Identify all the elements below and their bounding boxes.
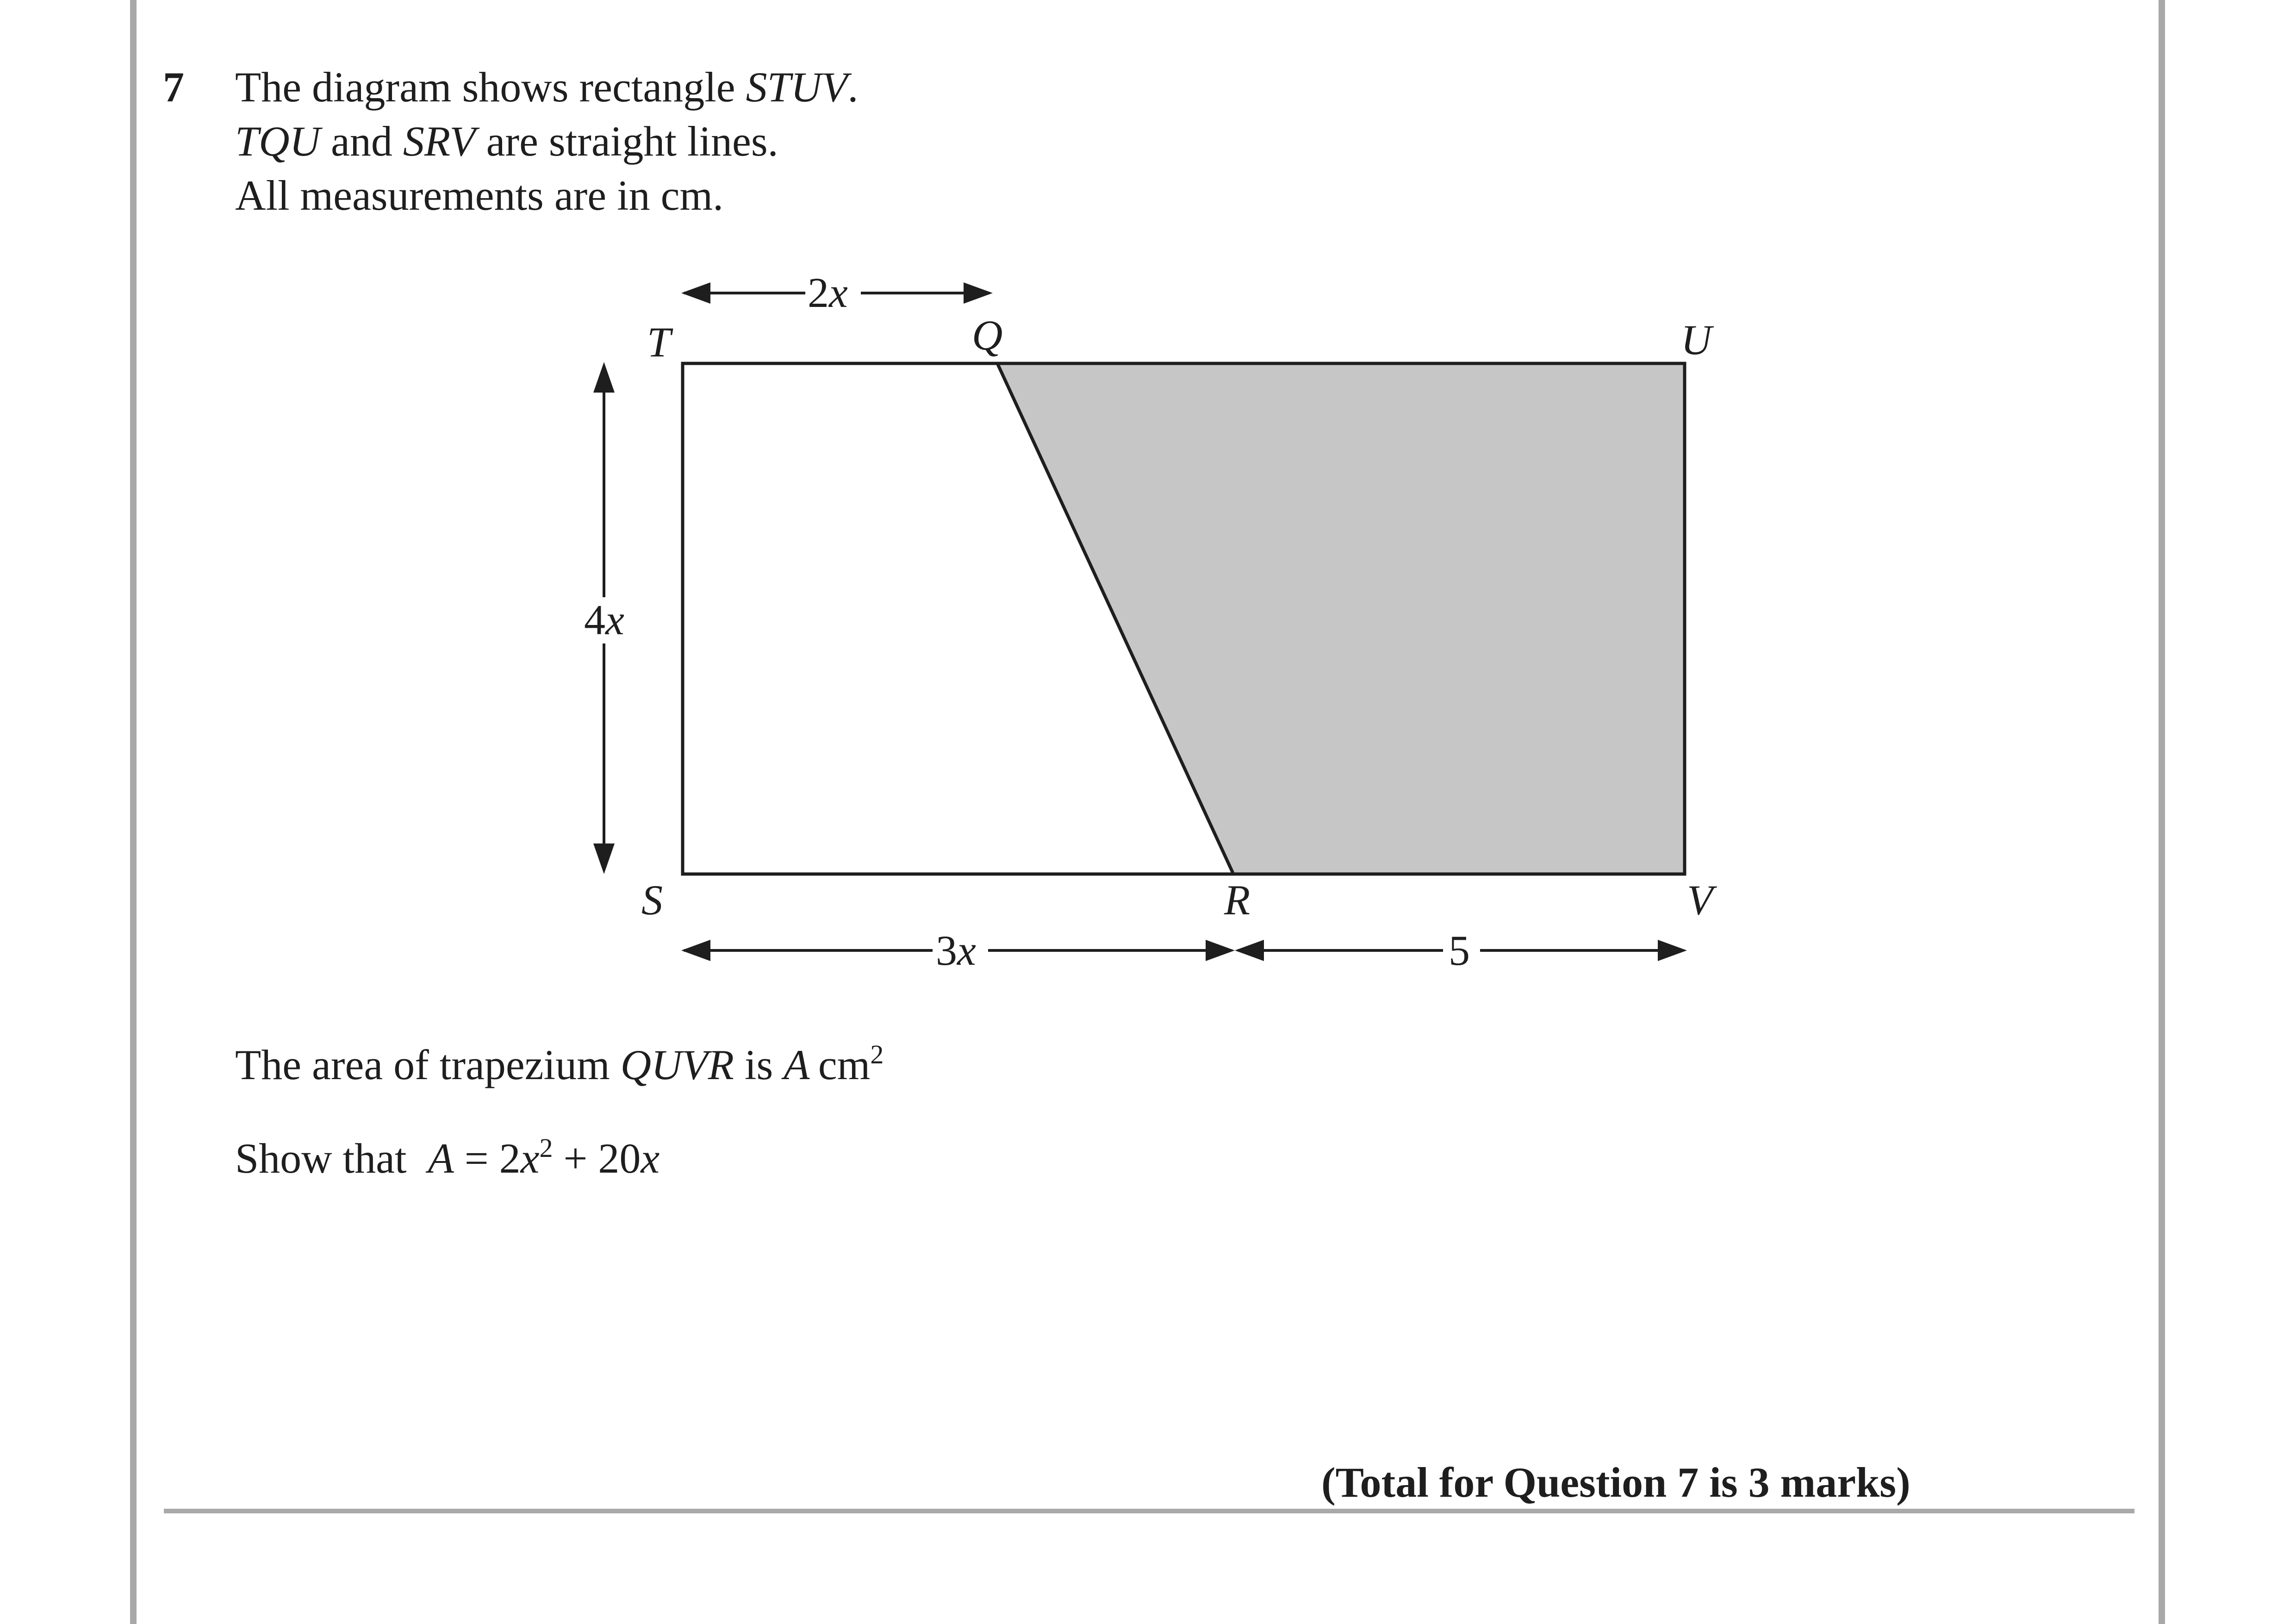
show-that-lhs: A — [428, 1135, 454, 1182]
svg-text:3x — [936, 927, 976, 974]
show-that-statement — [235, 1131, 660, 1186]
intro-line-1-prefix: The diagram shows rectangle — [235, 63, 746, 111]
line-srv-name: SRV — [403, 118, 476, 165]
svg-text:2x — [808, 269, 848, 316]
intro-line-1-suffix: . — [847, 63, 859, 111]
dimension-sr — [681, 927, 1235, 974]
vertex-label-r: R — [1224, 876, 1251, 924]
svg-text:4x — [584, 596, 624, 643]
rectangle-name: STUV — [746, 63, 848, 111]
shaded-trapezium-quvr — [997, 363, 1685, 874]
question-number: 7 — [163, 63, 184, 111]
area-variable: A — [784, 1041, 810, 1088]
question-total-marks: (Total for Question 7 is 3 marks) — [1321, 1459, 1910, 1506]
show-that-power: 2 — [539, 1133, 553, 1163]
vertex-label-q: Q — [972, 312, 1003, 359]
dimension-ts-number: 4 — [584, 596, 605, 643]
dimension-tq-number: 2 — [808, 269, 829, 316]
area-statement-prefix: The area of trapezium — [235, 1041, 621, 1088]
vertex-label-t: T — [647, 319, 671, 366]
show-that-plus: + 20 — [553, 1135, 641, 1182]
intro-line-3: All measurements are in cm. — [235, 172, 724, 219]
dimension-tq-variable: x — [829, 269, 848, 316]
dimension-rv-label: 5 — [1449, 927, 1470, 974]
vertex-label-v: V — [1687, 876, 1713, 924]
dimension-tq — [681, 269, 993, 316]
intro-line-2-mid: and — [320, 118, 403, 165]
area-unit-power: 2 — [870, 1039, 884, 1069]
question-end-rule — [164, 1509, 2134, 1513]
show-that-x2: x — [641, 1135, 660, 1182]
area-statement-mid: is — [734, 1041, 784, 1088]
vertex-label-u: U — [1681, 316, 1712, 363]
intro-line-2-suffix: are straight lines. — [475, 118, 778, 165]
dimension-sr-number: 3 — [936, 927, 957, 974]
trapezium-name: QUVR — [620, 1041, 734, 1088]
dimension-sr-variable: x — [957, 927, 976, 974]
area-statement — [235, 1037, 884, 1093]
show-that-prefix: Show that — [235, 1135, 428, 1182]
dimension-ts-variable: x — [605, 596, 624, 643]
dimension-rv — [1235, 927, 1687, 974]
show-that-equals: = 2 — [454, 1135, 521, 1182]
show-that-x1: x — [520, 1135, 540, 1182]
dimension-ts — [581, 362, 632, 874]
line-tqu-name: TQU — [235, 118, 321, 165]
area-unit: cm — [818, 1041, 871, 1088]
vertex-label-s: S — [641, 876, 663, 924]
